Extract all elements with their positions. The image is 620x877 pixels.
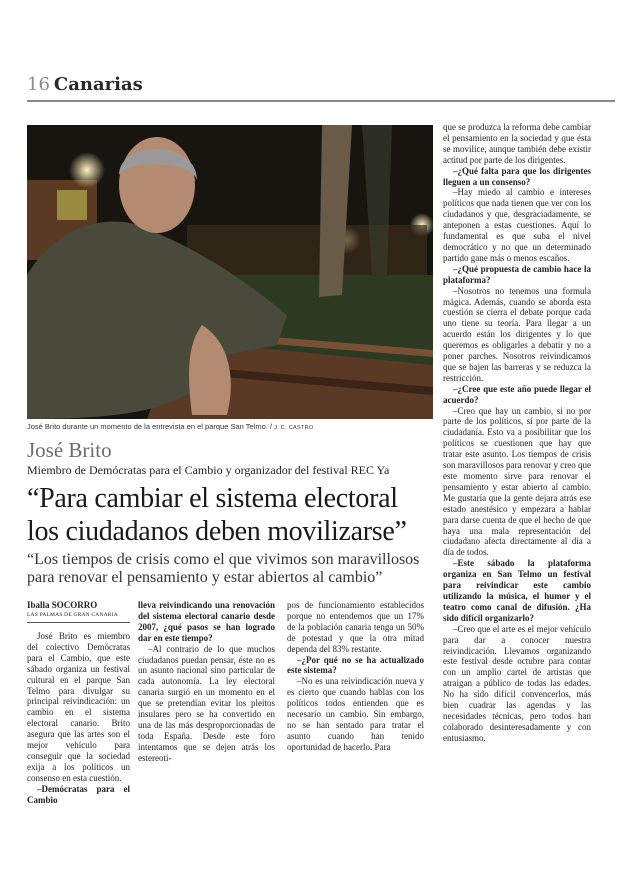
- byline: [27, 600, 130, 623]
- article-column-4: [443, 122, 591, 744]
- paragraph: –Creo que el arte es el mejor vehículo para dar a conocer nuestra reivindicación. Llevamos organizando este festival desde octubre para contar con un amplio cartel de artistas que atraigan a público de todas las edades. No ha sido difícil convencerlos, más bien cuadrar las agendas y las necesidades técnicas, pero todos han colaborado desinteresadamente y con entusiasmo.: [443, 623, 591, 743]
- dateline-place: LAS PALMAS DE GRAN CANARIA: [27, 612, 130, 623]
- paragraph: –No es una reivindicación nueva y es cierto que cuando hablas con los políticos todos entienden que es necesario un cambio. Sin embargo, no se han sentado para tratar el asunto cuando han tenido oportunidad de hacerlo. Para: [287, 676, 424, 752]
- subheadline: “Los tiempos de crisis como el que vivimos son maravillosos para renovar el pensamiento y estar abiertos al cambio”: [27, 551, 420, 586]
- photo-illustration: [27, 125, 433, 419]
- caption-text: José Brito durante un momento de la entrevista en el parque San Telmo. /: [27, 422, 275, 431]
- question-continued: lleva reivindicando una renovación del sistema electoral canario desde 2007, ¿qué pasos se han logrado dar en este tiempo?: [138, 600, 275, 643]
- paragraph: –Al contrario de lo que muchos ciudadanos puedan pensar, éste no es un asunto nacional sino particular de cada autonomía. La ley electoral canaria surgió en un momento en el que se pretendían evitar los pleitos insulares pero se ha convertido en una de las más desproporcionadas de toda España. Desde este foro intentamos que se dejen atrás los estereoti-: [138, 643, 275, 763]
- paragraph: –Creo que hay un cambio, si no por parte de los políticos, sí por parte de la ciudadanía. Esto va a posibilitar que los políticos se cuestionen que hay que tratar este asunto. Los tiempos de crisis son maravillosos para renovar y creo que este momento sirve para renovar el pensamiento y estar abierto al cambio. Me gustaría que la gente dejara atrás ese estado anestésico y empezara a hablar para darse cuenta de que el hecho de que haya una mala representación del ciudadano afecta directamente al día a día de todos.: [443, 405, 591, 558]
- paragraph-continued: pos de funcionamiento establecidos porque no entendemos que un 17% de la población canaria tenga un 50% de potestad y que la otra mitad dependa del 83% restante.: [287, 600, 424, 654]
- article-column-1: [27, 631, 130, 806]
- headline-line-2: los ciudadanos deben movilizarse”: [27, 516, 407, 547]
- paragraph-continued: que se produzca la reforma debe cambiar el pensamiento en la sociedad y que ésta se movilice, aunque también debe existir actitud por parte de los dirigentes.: [443, 122, 591, 165]
- interviewee-name: José Brito: [27, 438, 112, 462]
- question: –Este sábado la plataforma organiza en San Telmo un festival para reivindicar este cambio utilizando la música, el humor y el teatro como canal de difusión. ¿Ha sido difícil organizarlo?: [443, 558, 591, 623]
- article-column-2: [138, 600, 275, 764]
- paragraph: –Nosotros no tenemos una formula mágica. Además, cuando se aborda esta cuestión se cierra el debate porque cada uno tiene su teoría. Para llegar a un acuerdo están los dirigentes y lo que queremos es obligarles a debatir y no a poner parches. Nosotros reivindicamos que se bajen las barreras y se reduzca la restricción.: [443, 285, 591, 383]
- page-number: 16: [27, 74, 50, 95]
- photo-caption: [27, 422, 437, 431]
- question: –¿Qué propuesta de cambio hace la plataforma?: [443, 263, 591, 285]
- article-column-3: [287, 600, 424, 753]
- question: –¿Cree que este año puede llegar el acuerdo?: [443, 383, 591, 405]
- author: Iballa SOCORRO: [27, 600, 98, 610]
- headline-line-1: “Para cambiar el sistema electoral: [27, 483, 398, 514]
- question: –¿Por qué no se ha actualizado este sistema?: [287, 654, 424, 676]
- section-title: Canarias: [53, 74, 143, 95]
- paragraph: –Hay miedo al cambio e intereses políticos que nada tienen que ver con los ciudadanos y que, desgraciadamente, se anteponen a estas cuestiones. Aquí lo fundamental es que suba el nivel democrático y no que un determinado partido gane más o menos escaños.: [443, 187, 591, 263]
- paragraph: José Brito es miembro del colectivo Demócratas para el Cambio, que este sábado organiza un festival cultural en el parque San Telmo para divulgar su principal reivindicación: un cambio en el sistema electoral canario. Brito asegura que las artes son el mejor vehículo para conseguir que la sociedad exija a los políticos un consenso en esta cuestión.: [27, 631, 130, 783]
- interview-photo: [27, 125, 433, 419]
- question: –¿Qué falta para que los dirigentes lleguen a un consenso?: [443, 165, 591, 187]
- photo-credit: J. C. CASTRO: [274, 425, 314, 431]
- headline: [27, 482, 447, 548]
- question: –Demócratas para el Cambio: [27, 783, 130, 805]
- page-header: [27, 74, 615, 102]
- interviewee-role: Miembro de Demócratas para el Cambio y organizador del festival REC Ya: [27, 463, 390, 477]
